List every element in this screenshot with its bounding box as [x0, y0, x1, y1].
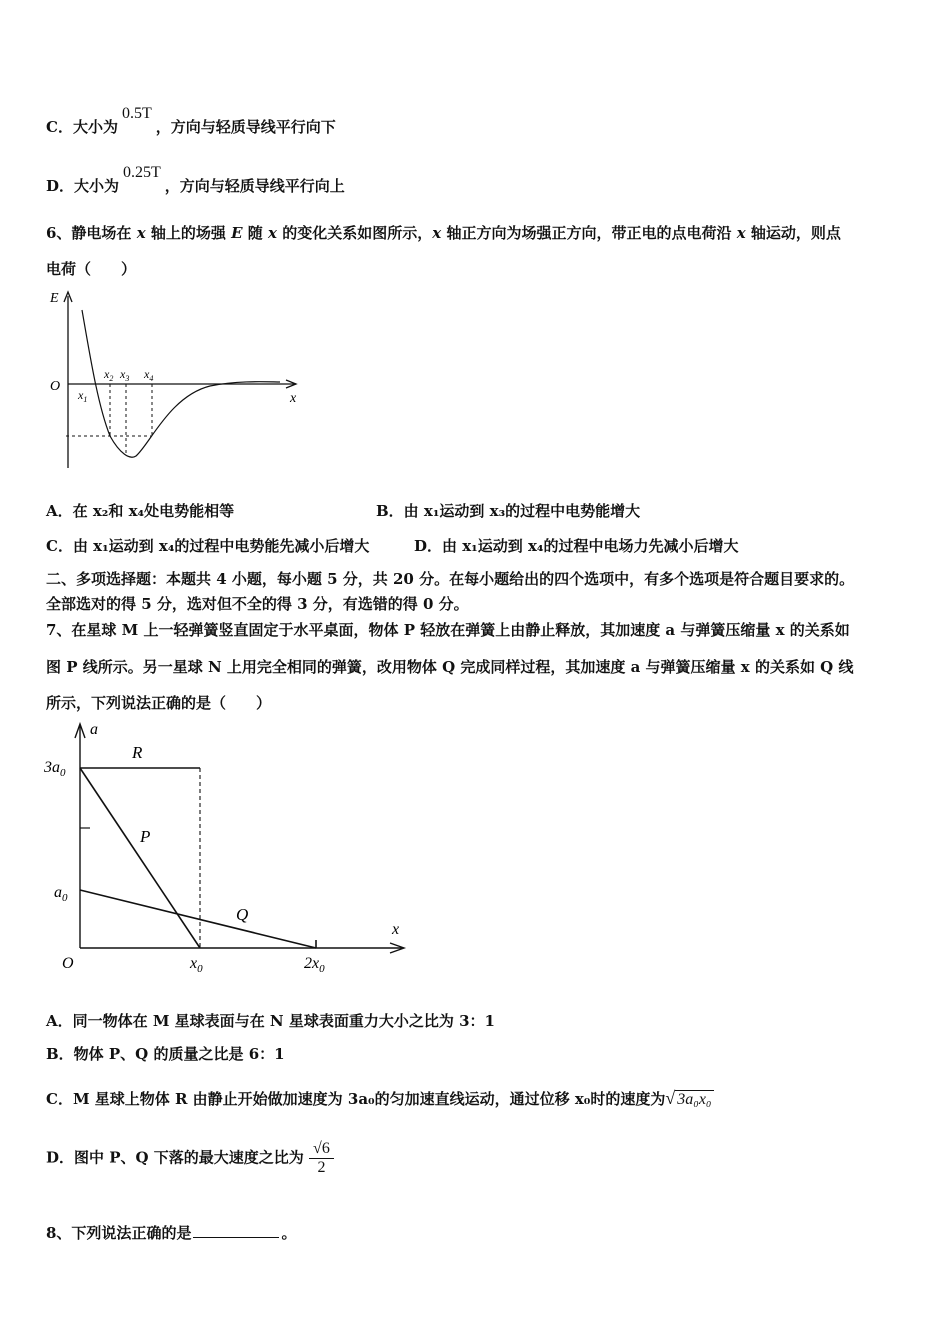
q7-line-q: [80, 890, 316, 948]
q6-option-d[interactable]: D．由 x₁运动到 x₄的过程中电场力先减小后增大: [414, 537, 739, 555]
q7-x-label: x: [392, 921, 400, 938]
q6-origin: O: [50, 379, 61, 394]
q6-option-c[interactable]: C．由 x₁运动到 x₄的过程中电势能先减小后增大: [46, 537, 370, 555]
q7-xtick-x0: $x_0$: [190, 955, 203, 975]
q6-y-label: E: [50, 291, 59, 306]
q7-figure: [40, 716, 420, 976]
section2-line2: 全部选对的得 5 分，选对但不全的得 3 分，有选错的得 0 分。: [46, 595, 469, 613]
q6-stem-line1: 6、静电场在 x 轴上的场强 E 随 x 的变化关系如图所示，x 轴正方向为场强正方向，带正电的点电荷沿 x 轴运动，则点: [46, 224, 841, 242]
q7-option-d[interactable]: D．图中 P、Q 下落的最大速度之比为 $\frac{√6}{2}$: [46, 1140, 334, 1177]
q7-ytick-3a0: $3a_0$: [44, 759, 66, 779]
q7-option-a[interactable]: A．同一物体在 M 星球表面与在 N 星球表面重力大小之比为 3：1: [46, 1012, 495, 1030]
q7-label-q: Q: [236, 905, 249, 924]
q8-stem: 8、下列说法正确的是 。: [46, 1224, 297, 1242]
q5-option-d: D．大小为0.25T，方向与轻质导线平行向上: [46, 164, 345, 195]
q5-d-value: 0.25T: [123, 164, 161, 181]
q6-option-b[interactable]: B．由 x₁运动到 x₃的过程中电势能增大: [376, 502, 641, 520]
q5-c-value: 0.5T: [121, 105, 152, 122]
q7-stem-line1: 7、在星球 M 上一轻弹簧竖直固定于水平桌面，物体 P 轻放在弹簧上由静止释放，其加速度 a 与弹簧压缩量 x 的关系如: [46, 621, 850, 639]
q7-stem-line3: 所示，下列说法正确的是（ ）: [46, 694, 272, 712]
q7-label-p: P: [140, 827, 151, 846]
q7-stem-line2: 图 P 线所示。另一星球 N 上用完全相同的弹簧，改用物体 Q 完成同样过程，其加速度 a 与弹簧压缩量 x 的关系如 Q 线: [46, 658, 854, 676]
q6-x-label: x: [290, 391, 297, 406]
q6-tick-x3: $x_3$: [120, 367, 130, 383]
q7-y-label: a: [90, 721, 98, 738]
q7-option-b[interactable]: B．物体 P、Q 的质量之比是 6：1: [46, 1045, 285, 1063]
q7-label-r: R: [132, 743, 143, 762]
q6-figure: [40, 286, 320, 476]
q7-origin: O: [62, 955, 74, 972]
q8-answer-blank[interactable]: [193, 1223, 279, 1238]
section2-line1: 二、多项选择题：本题共 4 小题，每小题 5 分，共 20 分。在每小题给出的四个选项中，有多个选项是符合题目要求的。: [46, 570, 855, 588]
q6-tick-x2: $x_2$: [104, 367, 114, 383]
q7-c-sqrt: √ 3a₀x₀: [665, 1088, 712, 1108]
q6-tick-x4: $x_4$: [144, 367, 154, 383]
q7-d-fraction: $\frac{√6}{2}$: [309, 1140, 334, 1177]
q7-xtick-2x0: $2x_0$: [304, 955, 325, 975]
q6-stem-line2: 电荷（ ）: [46, 260, 137, 278]
q7-line-p: [80, 768, 200, 948]
q5-option-c: C．大小为0.5T，方向与轻质导线平行向下: [46, 105, 336, 136]
q6-option-a[interactable]: A．在 x₂和 x₄处电势能相等: [46, 502, 235, 520]
q6-tick-x1: $x_1$: [78, 388, 88, 404]
q7-option-c[interactable]: C．M 星球上物体 R 由静止开始做加速度为 3a₀的匀加速直线运动，通过位移 x₀时的速度为√ 3a₀x₀: [46, 1088, 712, 1108]
q7-ytick-a0: $a_0$: [54, 884, 68, 904]
